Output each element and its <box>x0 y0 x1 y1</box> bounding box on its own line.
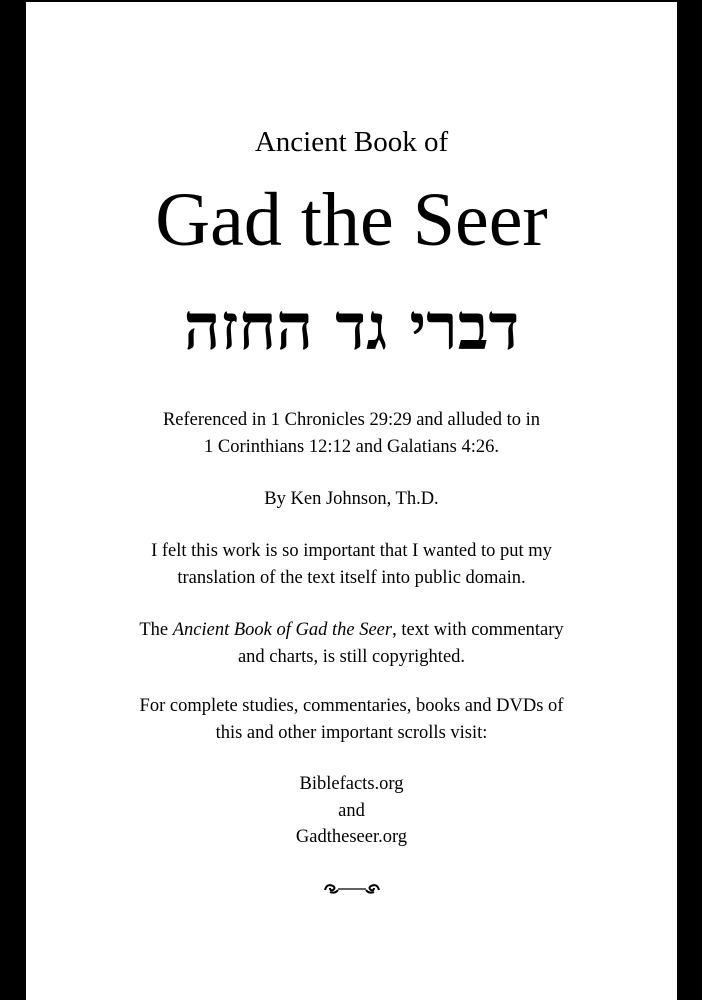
public-domain-text <box>26 538 677 591</box>
visit-text <box>26 693 677 746</box>
reference-line-1: Referenced in 1 Chronicles 29:29 and alluded to in <box>162 410 541 430</box>
author: By Ken Johnson, Th.D. <box>264 489 439 509</box>
copyright-text <box>26 617 677 670</box>
reference-line-2: 1 Corinthians 12:12 and Galatians 4:26. <box>204 436 499 457</box>
visit-line-2: this and other important scrolls visit: <box>215 722 488 743</box>
public-domain-line-1: I felt this work is so important that I wanted to put my <box>151 541 552 561</box>
copyright-line-2: and charts, is still copyrighted. <box>237 646 466 667</box>
page-title: Gad the Seer <box>155 178 548 262</box>
reference-text <box>26 407 677 460</box>
site-biblefacts: Biblefacts.org <box>299 774 404 794</box>
document-page <box>26 2 677 1000</box>
copyright-suffix: , text with commentary <box>392 620 564 640</box>
copyright-line-1 <box>26 617 677 644</box>
book-title-italic: Ancient Book of Gad the Seer <box>172 620 393 640</box>
websites <box>26 771 677 851</box>
visit-line-1: For complete studies, commentaries, books and DVDs of <box>139 696 564 716</box>
hebrew-title: דברי גד החזה <box>183 290 520 365</box>
site-and: and <box>338 800 365 821</box>
ornament-divider-icon <box>26 880 677 901</box>
public-domain-line-2: translation of the text itself into public domain. <box>177 567 526 588</box>
subtitle: Ancient Book of <box>254 126 449 158</box>
site-gadtheseer: Gadtheseer.org <box>295 827 408 847</box>
copyright-prefix: The <box>139 620 173 640</box>
